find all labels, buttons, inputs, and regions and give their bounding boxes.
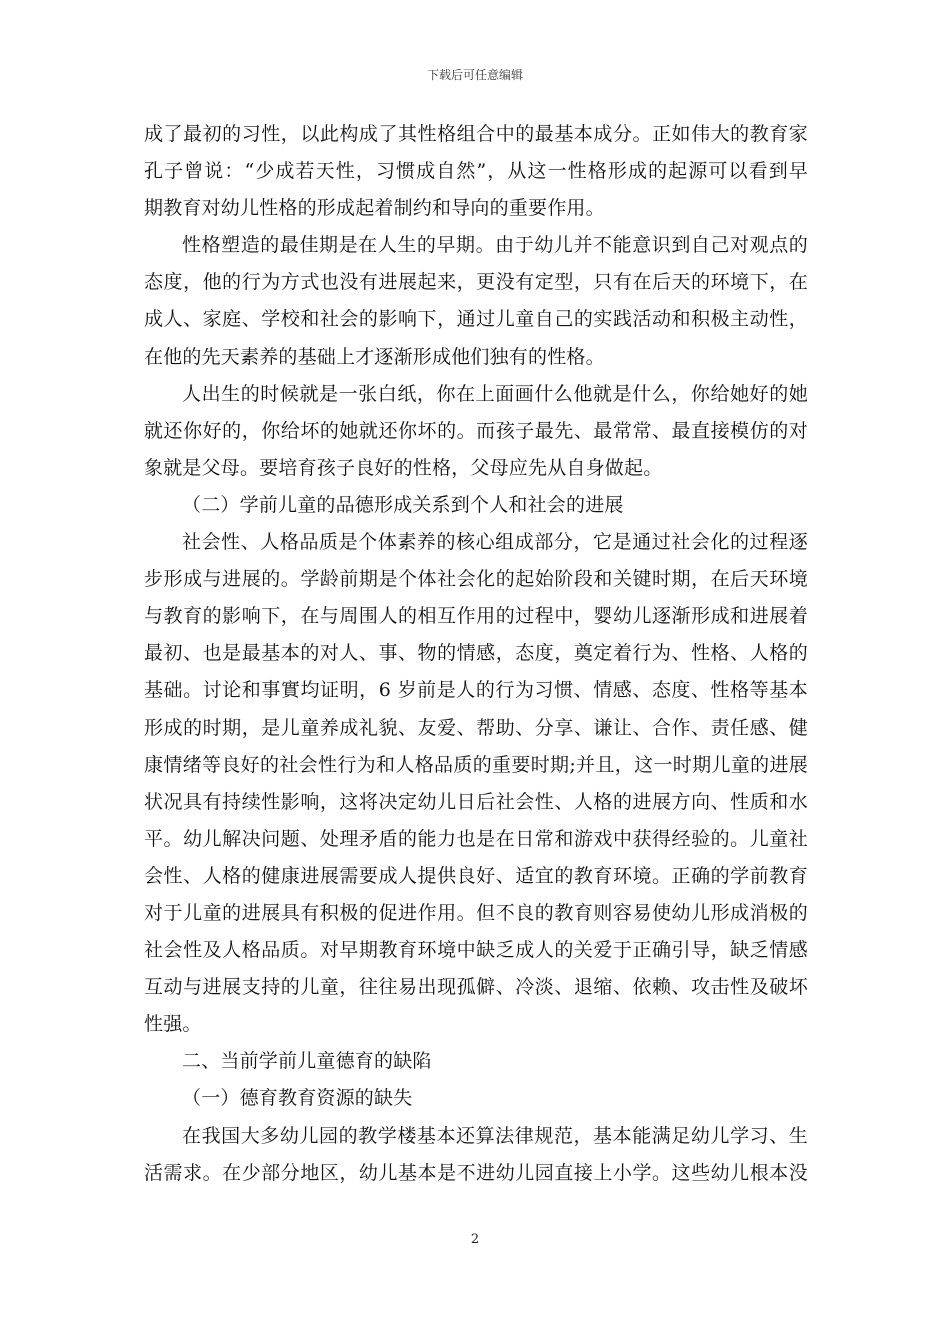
page-header: 下载后可任意编辑	[426, 68, 523, 82]
text-line: 平。幼儿解决问题、处理矛盾的能力也是在日常和游戏中获得经验的。儿童社	[144, 827, 808, 850]
page-number: 2	[470, 1232, 480, 1247]
text-line: 活需求。在少部分地区，幼儿基本是不进幼儿园直接上小学。这些幼儿根本没	[144, 1161, 808, 1184]
subsection-heading: （一）德育教育资源的缺失	[182, 1087, 413, 1110]
paragraph-first-line: 社会性、人格品质是个体素养的核心组成部分，它是通过社会化的过程逐	[182, 531, 808, 554]
text-line: 象就是父母。要培育孩子良好的性格，父母应先从自身做起。	[144, 456, 663, 479]
text-line: 最初、也是最基本的对人、事、物的情感，态度，奠定着行为、性格、人格的	[144, 642, 808, 665]
text-line: 形成的时期，是儿童养成礼貌、友爱、帮助、分享、谦让、合作、责任感、健	[144, 716, 808, 739]
document-body	[144, 116, 808, 1192]
text-line: 步形成与进展的。学龄前期是个体社会化的起始阶段和关键时期，在后天环境	[144, 568, 808, 591]
paragraph-first-line: 在我国大多幼儿园的教学楼基本还算法律规范，基本能满足幼儿学习、生	[182, 1124, 808, 1147]
paragraph-first-line: 性格塑造的最佳期是在人生的早期。由于幼儿并不能意识到自己对观点的	[182, 234, 808, 257]
text-line: 成了最初的习性，以此构成了其性格组合中的最基本成分。正如伟大的教育家	[144, 123, 808, 145]
text-line: 孔子曾说：“少成若天性，习惯成自然”，从这一性格形成的起源可以看到早	[144, 160, 808, 183]
text-line: 期教育对幼儿性格的形成起着制约和导向的重要作用。	[144, 197, 605, 220]
text-line: 会性、人格的健康进展需要成人提供良好、适宜的教育环境。正确的学前教育	[144, 864, 808, 887]
section-heading: 二、当前学前儿童德育的缺陷	[182, 1050, 432, 1073]
text-line: 对于儿童的进展具有积极的促进作用。但不良的教育则容易使幼儿形成消极的	[144, 901, 808, 924]
text-line: 互动与进展支持的儿童，往往易出现孤僻、冷淡、退缩、依赖、攻击性及破坏	[144, 976, 808, 999]
text-line: 在他的先天素养的基础上才逐渐形成他们独有的性格。	[144, 345, 605, 368]
section-heading: （二）学前儿童的品德形成关系到个人和社会的进展	[182, 493, 624, 516]
text-line: 态度，他的行为方式也没有进展起来，更没有定型，只有在后天的环境下，在	[144, 271, 808, 294]
text-line: 成人、家庭、学校和社会的影响下，通过儿童自己的实践活动和积极主动性，	[144, 308, 808, 331]
paragraph-first-line: 人出生的时候就是一张白纸，你在上面画什么他就是什么，你给她好的她	[182, 382, 808, 405]
text-line: 状况具有持续性影响，这将决定幼儿日后社会性、人格的进展方向、性质和水	[144, 790, 808, 813]
text-line: 性强。	[144, 1013, 202, 1036]
text-line: 社会性及人格品质。对早期教育环境中缺乏成人的关爱于正确引导，缺乏情感	[144, 939, 808, 962]
text-line: 基础。讨论和事實均证明，6 岁前是人的行为习惯、情感、态度、性格等基本	[144, 679, 808, 702]
text-line: 与教育的影响下，在与周围人的相互作用的过程中，婴幼儿逐渐形成和进展着	[144, 605, 808, 628]
text-line: 康情绪等良好的社会性行为和人格品质的重要时期;并且，这一时期儿童的进展	[144, 753, 808, 776]
text-line: 就还你好的，你给坏的她就还你坏的。而孩子最先、最常常、最直接模仿的对	[144, 419, 808, 442]
